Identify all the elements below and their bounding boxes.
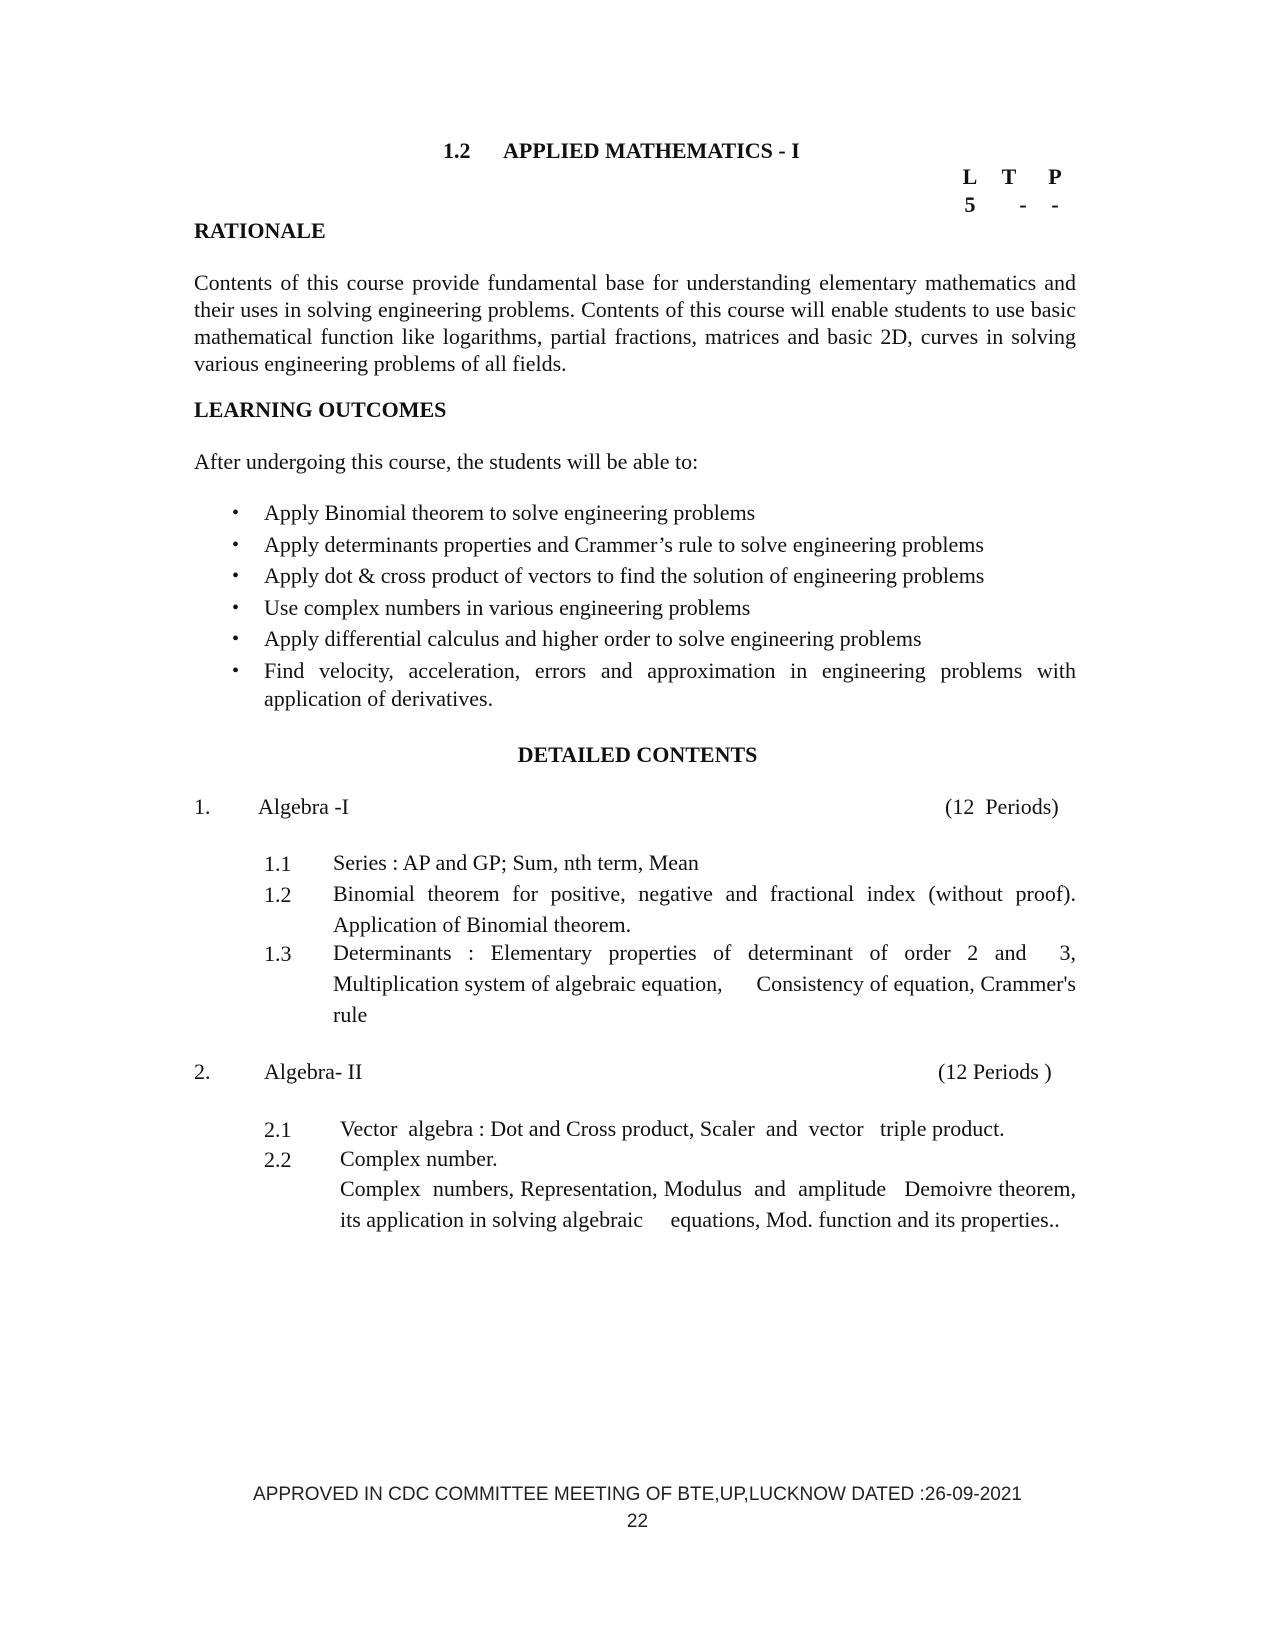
list-item: Apply differential calculus and higher order to solve engineering problems: [264, 626, 922, 651]
ltp-value-p: -: [1051, 192, 1059, 217]
approval-footer: APPROVED IN CDC COMMITTEE MEETING OF BTE,UP,LUCKNOW DATED :26-09-2021: [253, 1484, 1022, 1505]
topic-text: Binomial theorem for positive, negative and fractional index (without proof). Application of Binomial theorem.: [333, 881, 1076, 937]
ltp-value-l: 5: [964, 192, 976, 217]
bullet-icon: •: [232, 565, 240, 587]
bullet-icon: •: [232, 628, 240, 650]
topic-text: Determinants : Elementary properties of determinant of order 2 and 3, Multiplication system of algebraic equation, Consistency of equation, Crammer's rule: [333, 940, 1082, 1027]
page-number: 22: [626, 1511, 649, 1532]
rationale-text: Contents of this course provide fundamental base for understanding elementary mathematics and their uses in solving engineering problems. Contents of this course will enable students to use basic mathematical function like logarithms, partial fractions, matrices and basic 2D, curves in solving various engineering problems of all fields.: [194, 270, 1076, 376]
course-name: APPLIED MATHEMATICS - I: [503, 138, 800, 163]
course-number: 1.2: [443, 138, 471, 163]
topic-number: 2.1: [264, 1117, 292, 1142]
ltp-label-l: L: [962, 164, 978, 189]
ltp-label-t: T: [1001, 164, 1017, 189]
topic-number: 1.1: [264, 851, 292, 876]
list-item: Apply determinants properties and Crammer’s rule to solve engineering problems: [264, 532, 984, 557]
rationale-heading: RATIONALE: [194, 218, 326, 243]
section-title: Algebra- II: [264, 1059, 363, 1084]
ltp-value-t: -: [1019, 192, 1027, 217]
topic-text: Complex number.: [340, 1146, 498, 1171]
topic-text: Vector algebra : Dot and Cross product, Scaler and vector triple product.: [340, 1116, 1005, 1141]
section-title: Algebra -I: [258, 794, 350, 819]
list-item: Apply Binomial theorem to solve engineering problems: [264, 500, 756, 525]
bullet-icon: •: [232, 502, 240, 524]
section-number: 1.: [194, 794, 211, 819]
list-item: Apply dot & cross product of vectors to find the solution of engineering problems: [264, 563, 985, 588]
detailed-contents-heading: DETAILED CONTENTS: [517, 742, 758, 767]
list-item: Find velocity, acceleration, errors and approximation in engineering problems with application of derivatives.: [264, 658, 1076, 711]
bullet-icon: •: [232, 597, 240, 619]
bullet-icon: •: [232, 534, 240, 556]
section-periods: (12 Periods ): [938, 1059, 1052, 1084]
section-number: 2.: [194, 1059, 211, 1084]
section-periods: (12 Periods): [945, 794, 1059, 819]
topic-text: Series : AP and GP; Sum, nth term, Mean: [333, 850, 699, 875]
topic-number: 1.2: [264, 882, 292, 907]
ltp-label-p: P: [1048, 164, 1062, 189]
learning-outcomes-heading: LEARNING OUTCOMES: [194, 397, 447, 422]
topic-number: 2.2: [264, 1147, 292, 1172]
list-item: Use complex numbers in various engineering problems: [264, 595, 751, 620]
learning-outcomes-intro: After undergoing this course, the students will be able to:: [194, 449, 699, 474]
topic-text: Complex numbers, Representation, Modulus and amplitude Demoivre theorem, its application in solving algebraic equations, Mod. function and its properties..: [340, 1176, 1082, 1232]
topic-number: 1.3: [264, 941, 292, 966]
bullet-icon: •: [232, 660, 240, 682]
